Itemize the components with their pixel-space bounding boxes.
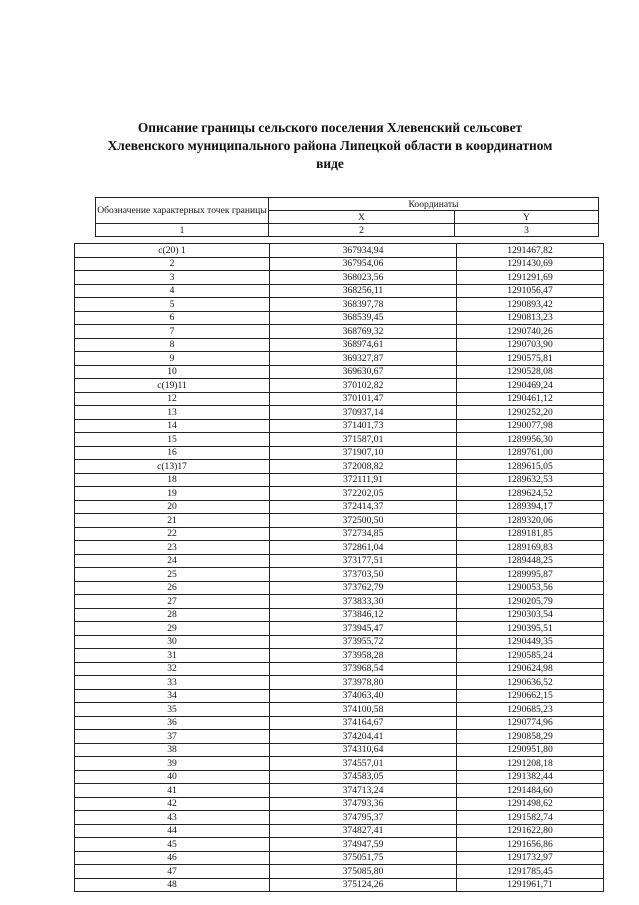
point-cell: с(13)17 bbox=[75, 460, 270, 474]
table-row bbox=[75, 541, 604, 555]
point-cell: 12 bbox=[75, 392, 270, 406]
x-cell: 375124,26 bbox=[270, 878, 457, 892]
table-row bbox=[75, 284, 604, 298]
y-cell: 1289995,87 bbox=[457, 568, 604, 582]
point-cell: 4 bbox=[75, 284, 270, 298]
table-row bbox=[75, 460, 604, 474]
y-cell: 1291430,69 bbox=[457, 257, 604, 271]
point-cell: 18 bbox=[75, 473, 270, 487]
y-cell: 1289169,83 bbox=[457, 541, 604, 555]
x-cell: 367934,94 bbox=[270, 244, 457, 258]
table-row bbox=[75, 743, 604, 757]
table-row bbox=[75, 406, 604, 420]
table-row bbox=[75, 716, 604, 730]
point-cell: 33 bbox=[75, 676, 270, 690]
table-row bbox=[75, 554, 604, 568]
y-cell: 1291467,82 bbox=[457, 244, 604, 258]
x-cell: 368023,56 bbox=[270, 271, 457, 285]
table-row bbox=[75, 730, 604, 744]
table-row bbox=[75, 338, 604, 352]
y-cell: 1289761,00 bbox=[457, 446, 604, 460]
table-row bbox=[75, 271, 604, 285]
table-row bbox=[75, 662, 604, 676]
y-cell: 1291582,74 bbox=[457, 811, 604, 825]
y-cell: 1290528,08 bbox=[457, 365, 604, 379]
point-cell: 39 bbox=[75, 757, 270, 771]
x-cell: 374713,24 bbox=[270, 784, 457, 798]
x-cell: 368769,32 bbox=[270, 325, 457, 339]
x-cell: 373762,79 bbox=[270, 581, 457, 595]
point-cell: 15 bbox=[75, 433, 270, 447]
x-cell: 370101,47 bbox=[270, 392, 457, 406]
y-cell: 1291291,69 bbox=[457, 271, 604, 285]
x-cell: 373978,80 bbox=[270, 676, 457, 690]
y-cell: 1291732,97 bbox=[457, 851, 604, 865]
x-cell: 374827,41 bbox=[270, 824, 457, 838]
point-cell: 24 bbox=[75, 554, 270, 568]
table-row bbox=[75, 851, 604, 865]
x-cell: 374100,58 bbox=[270, 703, 457, 717]
point-cell: 10 bbox=[75, 365, 270, 379]
y-cell: 1290624,98 bbox=[457, 662, 604, 676]
document-title bbox=[60, 119, 600, 173]
point-cell: 13 bbox=[75, 406, 270, 420]
table-row bbox=[75, 487, 604, 501]
table-row bbox=[75, 379, 604, 393]
table-row bbox=[75, 433, 604, 447]
x-cell: 373833,30 bbox=[270, 595, 457, 609]
x-cell: 374164,67 bbox=[270, 716, 457, 730]
y-cell: 1290740,26 bbox=[457, 325, 604, 339]
y-cell: 1291656,86 bbox=[457, 838, 604, 852]
point-cell: 28 bbox=[75, 608, 270, 622]
point-cell: 5 bbox=[75, 298, 270, 312]
x-header: X bbox=[269, 211, 455, 224]
y-cell: 1290636,52 bbox=[457, 676, 604, 690]
point-cell: 25 bbox=[75, 568, 270, 582]
table-row bbox=[75, 824, 604, 838]
x-cell: 373968,54 bbox=[270, 662, 457, 676]
point-cell: 26 bbox=[75, 581, 270, 595]
y-cell: 1290585,24 bbox=[457, 649, 604, 663]
table-row bbox=[75, 676, 604, 690]
table-row bbox=[75, 257, 604, 271]
table-row bbox=[75, 244, 604, 258]
title-line-3: виде bbox=[316, 156, 344, 171]
point-cell: 8 bbox=[75, 338, 270, 352]
y-cell: 1290252,20 bbox=[457, 406, 604, 420]
point-cell: 48 bbox=[75, 878, 270, 892]
x-cell: 371587,01 bbox=[270, 433, 457, 447]
x-cell: 372861,04 bbox=[270, 541, 457, 555]
table-row bbox=[75, 352, 604, 366]
x-cell: 371907,10 bbox=[270, 446, 457, 460]
point-cell: 27 bbox=[75, 595, 270, 609]
table-row bbox=[75, 757, 604, 771]
table-row bbox=[75, 527, 604, 541]
y-cell: 1291961,71 bbox=[457, 878, 604, 892]
point-cell: 9 bbox=[75, 352, 270, 366]
point-cell: 22 bbox=[75, 527, 270, 541]
point-cell: 23 bbox=[75, 541, 270, 555]
x-cell: 373846,12 bbox=[270, 608, 457, 622]
x-cell: 374204,41 bbox=[270, 730, 457, 744]
x-cell: 375051,75 bbox=[270, 851, 457, 865]
points-header: Обозначение характерных точек границы bbox=[96, 198, 269, 224]
point-cell: 31 bbox=[75, 649, 270, 663]
y-cell: 1290469,24 bbox=[457, 379, 604, 393]
y-cell: 1290205,79 bbox=[457, 595, 604, 609]
x-cell: 369327,87 bbox=[270, 352, 457, 366]
point-cell: 36 bbox=[75, 716, 270, 730]
point-cell: 38 bbox=[75, 743, 270, 757]
point-cell: 43 bbox=[75, 811, 270, 825]
col2-number: 2 bbox=[269, 224, 455, 237]
y-cell: 1291498,62 bbox=[457, 797, 604, 811]
point-cell: 14 bbox=[75, 419, 270, 433]
y-cell: 1290395,51 bbox=[457, 622, 604, 636]
table-row bbox=[75, 865, 604, 879]
table-row bbox=[75, 797, 604, 811]
y-cell: 1289632,53 bbox=[457, 473, 604, 487]
y-cell: 1291785,45 bbox=[457, 865, 604, 879]
x-cell: 368974,61 bbox=[270, 338, 457, 352]
table-row bbox=[75, 595, 604, 609]
point-cell: 45 bbox=[75, 838, 270, 852]
point-cell: 19 bbox=[75, 487, 270, 501]
point-cell: 6 bbox=[75, 311, 270, 325]
x-cell: 373177,51 bbox=[270, 554, 457, 568]
title-line-2: Хлевенского муниципального района Липецкой области в координатном bbox=[107, 138, 553, 153]
y-cell: 1291484,60 bbox=[457, 784, 604, 798]
table-row bbox=[75, 568, 604, 582]
coordinates-table bbox=[74, 243, 604, 892]
table-row bbox=[75, 298, 604, 312]
y-cell: 1290662,15 bbox=[457, 689, 604, 703]
point-cell: 46 bbox=[75, 851, 270, 865]
x-cell: 373703,50 bbox=[270, 568, 457, 582]
y-cell: 1290449,35 bbox=[457, 635, 604, 649]
point-cell: 2 bbox=[75, 257, 270, 271]
y-cell: 1291622,80 bbox=[457, 824, 604, 838]
x-cell: 367954,06 bbox=[270, 257, 457, 271]
y-cell: 1290575,81 bbox=[457, 352, 604, 366]
y-cell: 1291382,44 bbox=[457, 770, 604, 784]
x-cell: 374795,37 bbox=[270, 811, 457, 825]
table-row bbox=[75, 703, 604, 717]
x-cell: 372734,85 bbox=[270, 527, 457, 541]
x-cell: 370937,14 bbox=[270, 406, 457, 420]
y-cell: 1290053,56 bbox=[457, 581, 604, 595]
x-cell: 368397,78 bbox=[270, 298, 457, 312]
table-row bbox=[75, 365, 604, 379]
table-row bbox=[75, 811, 604, 825]
point-cell: 7 bbox=[75, 325, 270, 339]
y-cell: 1290774,96 bbox=[457, 716, 604, 730]
x-cell: 374583,05 bbox=[270, 770, 457, 784]
y-cell: 1289394,17 bbox=[457, 500, 604, 514]
x-cell: 374947,59 bbox=[270, 838, 457, 852]
y-cell: 1290077,98 bbox=[457, 419, 604, 433]
col1-number: 1 bbox=[96, 224, 269, 237]
table-row bbox=[75, 500, 604, 514]
point-cell: 47 bbox=[75, 865, 270, 879]
table-row bbox=[75, 838, 604, 852]
y-cell: 1290303,54 bbox=[457, 608, 604, 622]
point-cell: 3 bbox=[75, 271, 270, 285]
table-row bbox=[75, 784, 604, 798]
y-cell: 1289624,52 bbox=[457, 487, 604, 501]
x-cell: 369630,67 bbox=[270, 365, 457, 379]
y-cell: 1290461,12 bbox=[457, 392, 604, 406]
point-cell: 20 bbox=[75, 500, 270, 514]
coordinates-table-header bbox=[95, 197, 599, 237]
point-cell: 40 bbox=[75, 770, 270, 784]
y-cell: 1290893,42 bbox=[457, 298, 604, 312]
point-cell: с(20) 1 bbox=[75, 244, 270, 258]
x-cell: 373955,72 bbox=[270, 635, 457, 649]
table-row bbox=[75, 689, 604, 703]
y-cell: 1289615,05 bbox=[457, 460, 604, 474]
point-cell: 32 bbox=[75, 662, 270, 676]
title-line-1: Описание границы сельского поселения Хлевенский сельсовет bbox=[137, 120, 523, 135]
point-cell: 29 bbox=[75, 622, 270, 636]
y-cell: 1289181,85 bbox=[457, 527, 604, 541]
col3-number: 3 bbox=[455, 224, 599, 237]
y-cell: 1290951,80 bbox=[457, 743, 604, 757]
x-cell: 372008,82 bbox=[270, 460, 457, 474]
y-cell: 1290858,29 bbox=[457, 730, 604, 744]
y-cell: 1289320,06 bbox=[457, 514, 604, 528]
table-row bbox=[75, 419, 604, 433]
table-row bbox=[75, 878, 604, 892]
table-row bbox=[75, 311, 604, 325]
coordinates-header: Координаты bbox=[269, 198, 599, 211]
table-row bbox=[75, 473, 604, 487]
table-row bbox=[75, 325, 604, 339]
point-cell: 21 bbox=[75, 514, 270, 528]
y-cell: 1289956,30 bbox=[457, 433, 604, 447]
x-cell: 368539,45 bbox=[270, 311, 457, 325]
x-cell: 372111,91 bbox=[270, 473, 457, 487]
y-header: Y bbox=[455, 211, 599, 224]
point-cell: 16 bbox=[75, 446, 270, 460]
point-cell: 37 bbox=[75, 730, 270, 744]
x-cell: 374793,36 bbox=[270, 797, 457, 811]
x-cell: 372500,50 bbox=[270, 514, 457, 528]
x-cell: 370102,82 bbox=[270, 379, 457, 393]
x-cell: 374310,64 bbox=[270, 743, 457, 757]
x-cell: 371401,73 bbox=[270, 419, 457, 433]
table-row bbox=[75, 446, 604, 460]
table-row bbox=[75, 581, 604, 595]
y-cell: 1290703,90 bbox=[457, 338, 604, 352]
table-row bbox=[75, 770, 604, 784]
table-row bbox=[75, 635, 604, 649]
x-cell: 375085,80 bbox=[270, 865, 457, 879]
table-row bbox=[75, 514, 604, 528]
y-cell: 1290685,23 bbox=[457, 703, 604, 717]
y-cell: 1289448,25 bbox=[457, 554, 604, 568]
point-cell: 34 bbox=[75, 689, 270, 703]
x-cell: 373958,28 bbox=[270, 649, 457, 663]
table-row bbox=[75, 392, 604, 406]
y-cell: 1291056,47 bbox=[457, 284, 604, 298]
x-cell: 374063,40 bbox=[270, 689, 457, 703]
x-cell: 368256,11 bbox=[270, 284, 457, 298]
point-cell: 35 bbox=[75, 703, 270, 717]
point-cell: 42 bbox=[75, 797, 270, 811]
point-cell: с(19)11 bbox=[75, 379, 270, 393]
x-cell: 372414,37 bbox=[270, 500, 457, 514]
y-cell: 1291208,18 bbox=[457, 757, 604, 771]
x-cell: 372202,05 bbox=[270, 487, 457, 501]
point-cell: 41 bbox=[75, 784, 270, 798]
table-row bbox=[75, 649, 604, 663]
point-cell: 30 bbox=[75, 635, 270, 649]
table-row bbox=[75, 608, 604, 622]
x-cell: 374557,01 bbox=[270, 757, 457, 771]
table-row bbox=[75, 622, 604, 636]
y-cell: 1290813,23 bbox=[457, 311, 604, 325]
point-cell: 44 bbox=[75, 824, 270, 838]
x-cell: 373945,47 bbox=[270, 622, 457, 636]
